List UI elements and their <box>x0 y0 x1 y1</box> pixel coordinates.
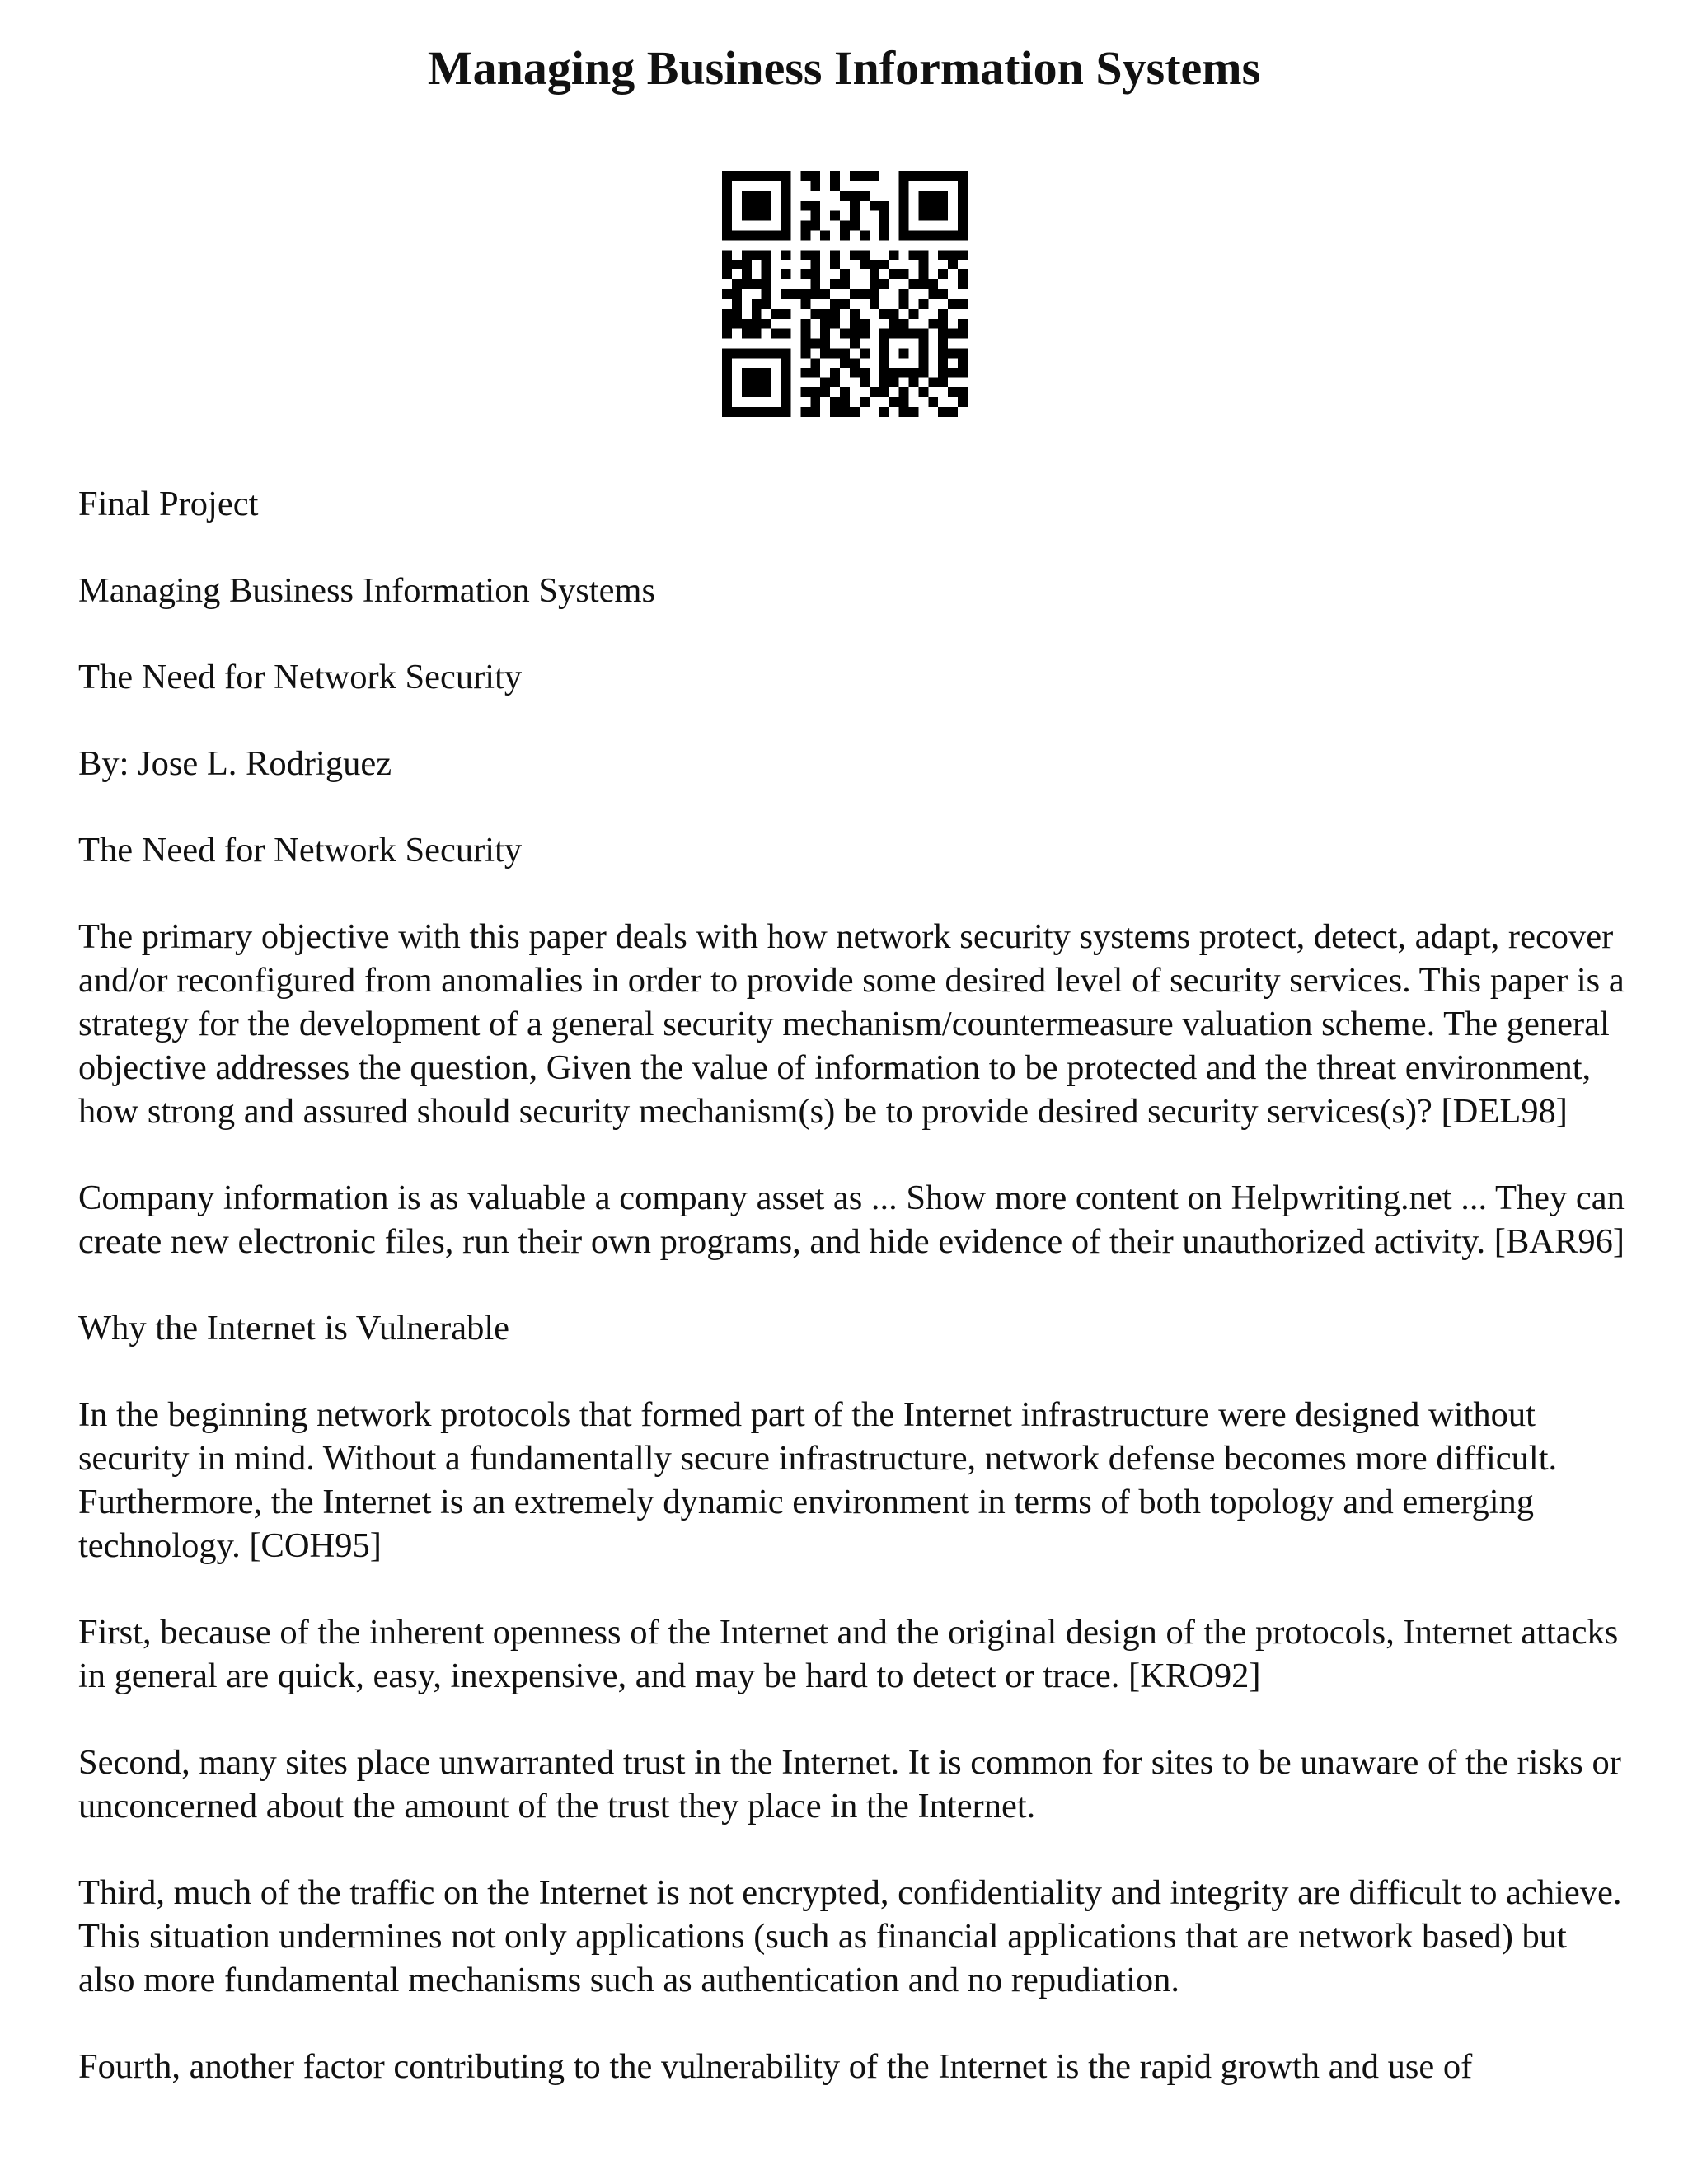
paragraph-first: First, because of the inherent openness of the Internet and the original design of the protocols, Internet attacks in general are quick, easy, inexpensive, and may be hard to detect or trace. [KRO92] <box>78 1613 1619 1695</box>
paragraph-author: By: Jose L. Rodriguez <box>78 744 392 783</box>
paragraph-course-name: Managing Business Information Systems <box>78 571 656 610</box>
paragraph-vulnerable-heading: Why the Internet is Vulnerable <box>78 1309 510 1347</box>
paragraph-paper-title: The Need for Network Security <box>78 658 523 696</box>
document-title: Managing Business Information Systems <box>427 41 1261 95</box>
paragraph-project-label: Final Project <box>78 485 259 523</box>
paragraph-second: Second, many sites place unwarranted trust in the Internet. It is common for sites to be unaware of the risks or unconcerned about the amount of the trust they place in the Internet. <box>78 1743 1621 1825</box>
paragraph-fourth: Fourth, another factor contributing to the vulnerability of the Internet is the rapid growth and use of <box>78 2047 1473 2086</box>
paragraph-beginning: In the beginning network protocols that formed part of the Internet infrastructure were designed without security in mind. Without a fundamentally secure infrastructure, network defense becomes more difficult. Furthermore, the Internet is an extremely dynamic environment in terms of both topology and emerging technology. [COH95] <box>78 1395 1558 1565</box>
paragraph-objective: The primary objective with this paper deals with how network security systems protect, detect, adapt, recover and/or reconfigured from anomalies in order to provide some desired level of security services. This paper is a strategy for the development of a general security mechanism/countermeasure valuation scheme. The general objective addresses the question, Given the value of information to be protected and the threat environment, how strong and assured should security mechanism(s) be to provide desired security services(s)? [DEL98] <box>78 917 1625 1131</box>
paragraph-company-information: Company information is as valuable a company asset as ... Show more content on Helpwriting.net ... They can create new electronic files, run their own programs, and hide evidence of their unauthorized activity. [BAR96] <box>78 1179 1625 1261</box>
document-body <box>78 482 1628 2131</box>
qr-code-icon <box>722 171 968 417</box>
paragraph-section-heading: The Need for Network Security <box>78 831 523 869</box>
paragraph-third: Third, much of the traffic on the Internet is not encrypted, confidentiality and integrity are difficult to achieve. This situation undermines not only applications (such as financial applications that are network based) but also more fundamental mechanisms such as authentication and no repudiation. <box>78 1873 1622 1999</box>
